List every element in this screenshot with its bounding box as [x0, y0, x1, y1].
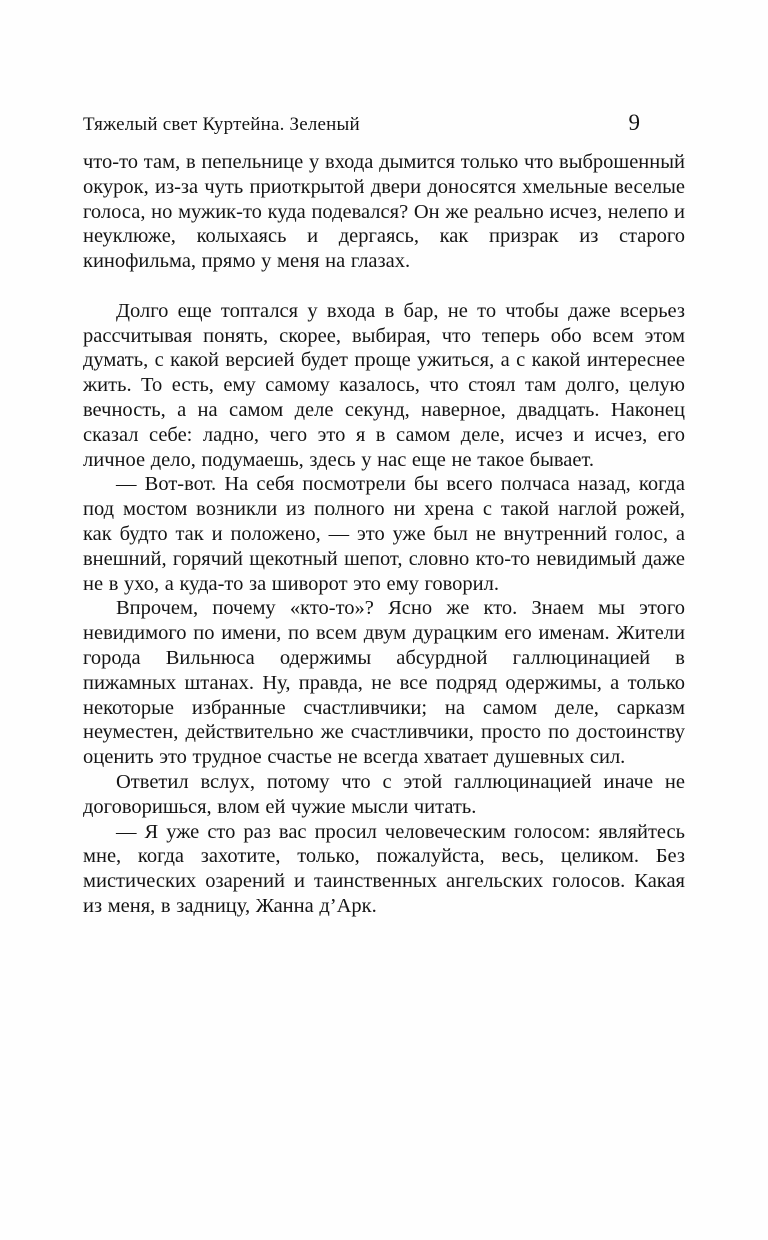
paragraph: Ответил вслух, потому что с этой галлюцинацией иначе не договоришься, влом ей чужие мысли читать.	[83, 770, 685, 818]
book-title: Тяжелый свет Куртейна. Зеленый	[83, 114, 360, 135]
paragraph: Впрочем, почему «кто-то»? Ясно же кто. Знаем мы этого невидимого по имени, по всем двум дурацким его именам. Жители города Вильнюса одержимы абсурдной галлюцинацией в пижамных штанах. Ну, правда, не все подряд одержимы, а только некоторые избранные счастливчики; на самом деле, сарказм неуместен, действительно же счастливчики, просто по достоинству оценить это трудное счастье не всегда хватает душевных сил.	[83, 597, 685, 769]
paragraph: Долго еще топтался у входа в бар, не то чтобы даже всерьез рассчитывая понять, скорее, выбирая, что теперь обо всем этом думать, с какой версией будет проще ужиться, а с какой интереснее жить. То есть, ему самому казалось, что стоял там долго, целую вечность, а на самом деле секунд, наверное, двадцать. Наконец сказал себе: ладно, чего это я в самом деле, исчез и исчез, его личное дело, подумаешь, здесь у нас еще не такое бывает.	[83, 299, 685, 471]
running-header	[83, 110, 685, 136]
body-text	[83, 150, 685, 919]
page-number: 9	[628, 110, 640, 135]
page-content	[83, 110, 685, 919]
paragraph: — Вот-вот. На себя посмотрели бы всего полчаса назад, когда под мостом возникли из полного ни хрена с такой наглой рожей, как будто так и положено, — это уже был не внутренний голос, а внешний, горячий щекотный шепот, словно кто-то невидимый даже не в ухо, а куда-то за шиворот это ему говорил.	[83, 473, 685, 595]
paragraph: — Я уже сто раз вас просил человеческим голосом: являйтесь мне, когда захотите, только, пожалуйста, весь, целиком. Без мистических озарений и таинственных ангельских голосов. Какая из меня, в задницу, Жанна д’Арк.	[83, 820, 685, 917]
paragraph: что-то там, в пепельнице у входа дымится только что выброшенный окурок, из-за чуть приоткрытой двери доносятся хмельные веселые голоса, но мужик-то куда подевался? Он же реально исчез, нелепо и неуклюже, колыхаясь и дергаясь, как призрак из старого кинофильма, прямо у меня на глазах.	[83, 151, 685, 273]
